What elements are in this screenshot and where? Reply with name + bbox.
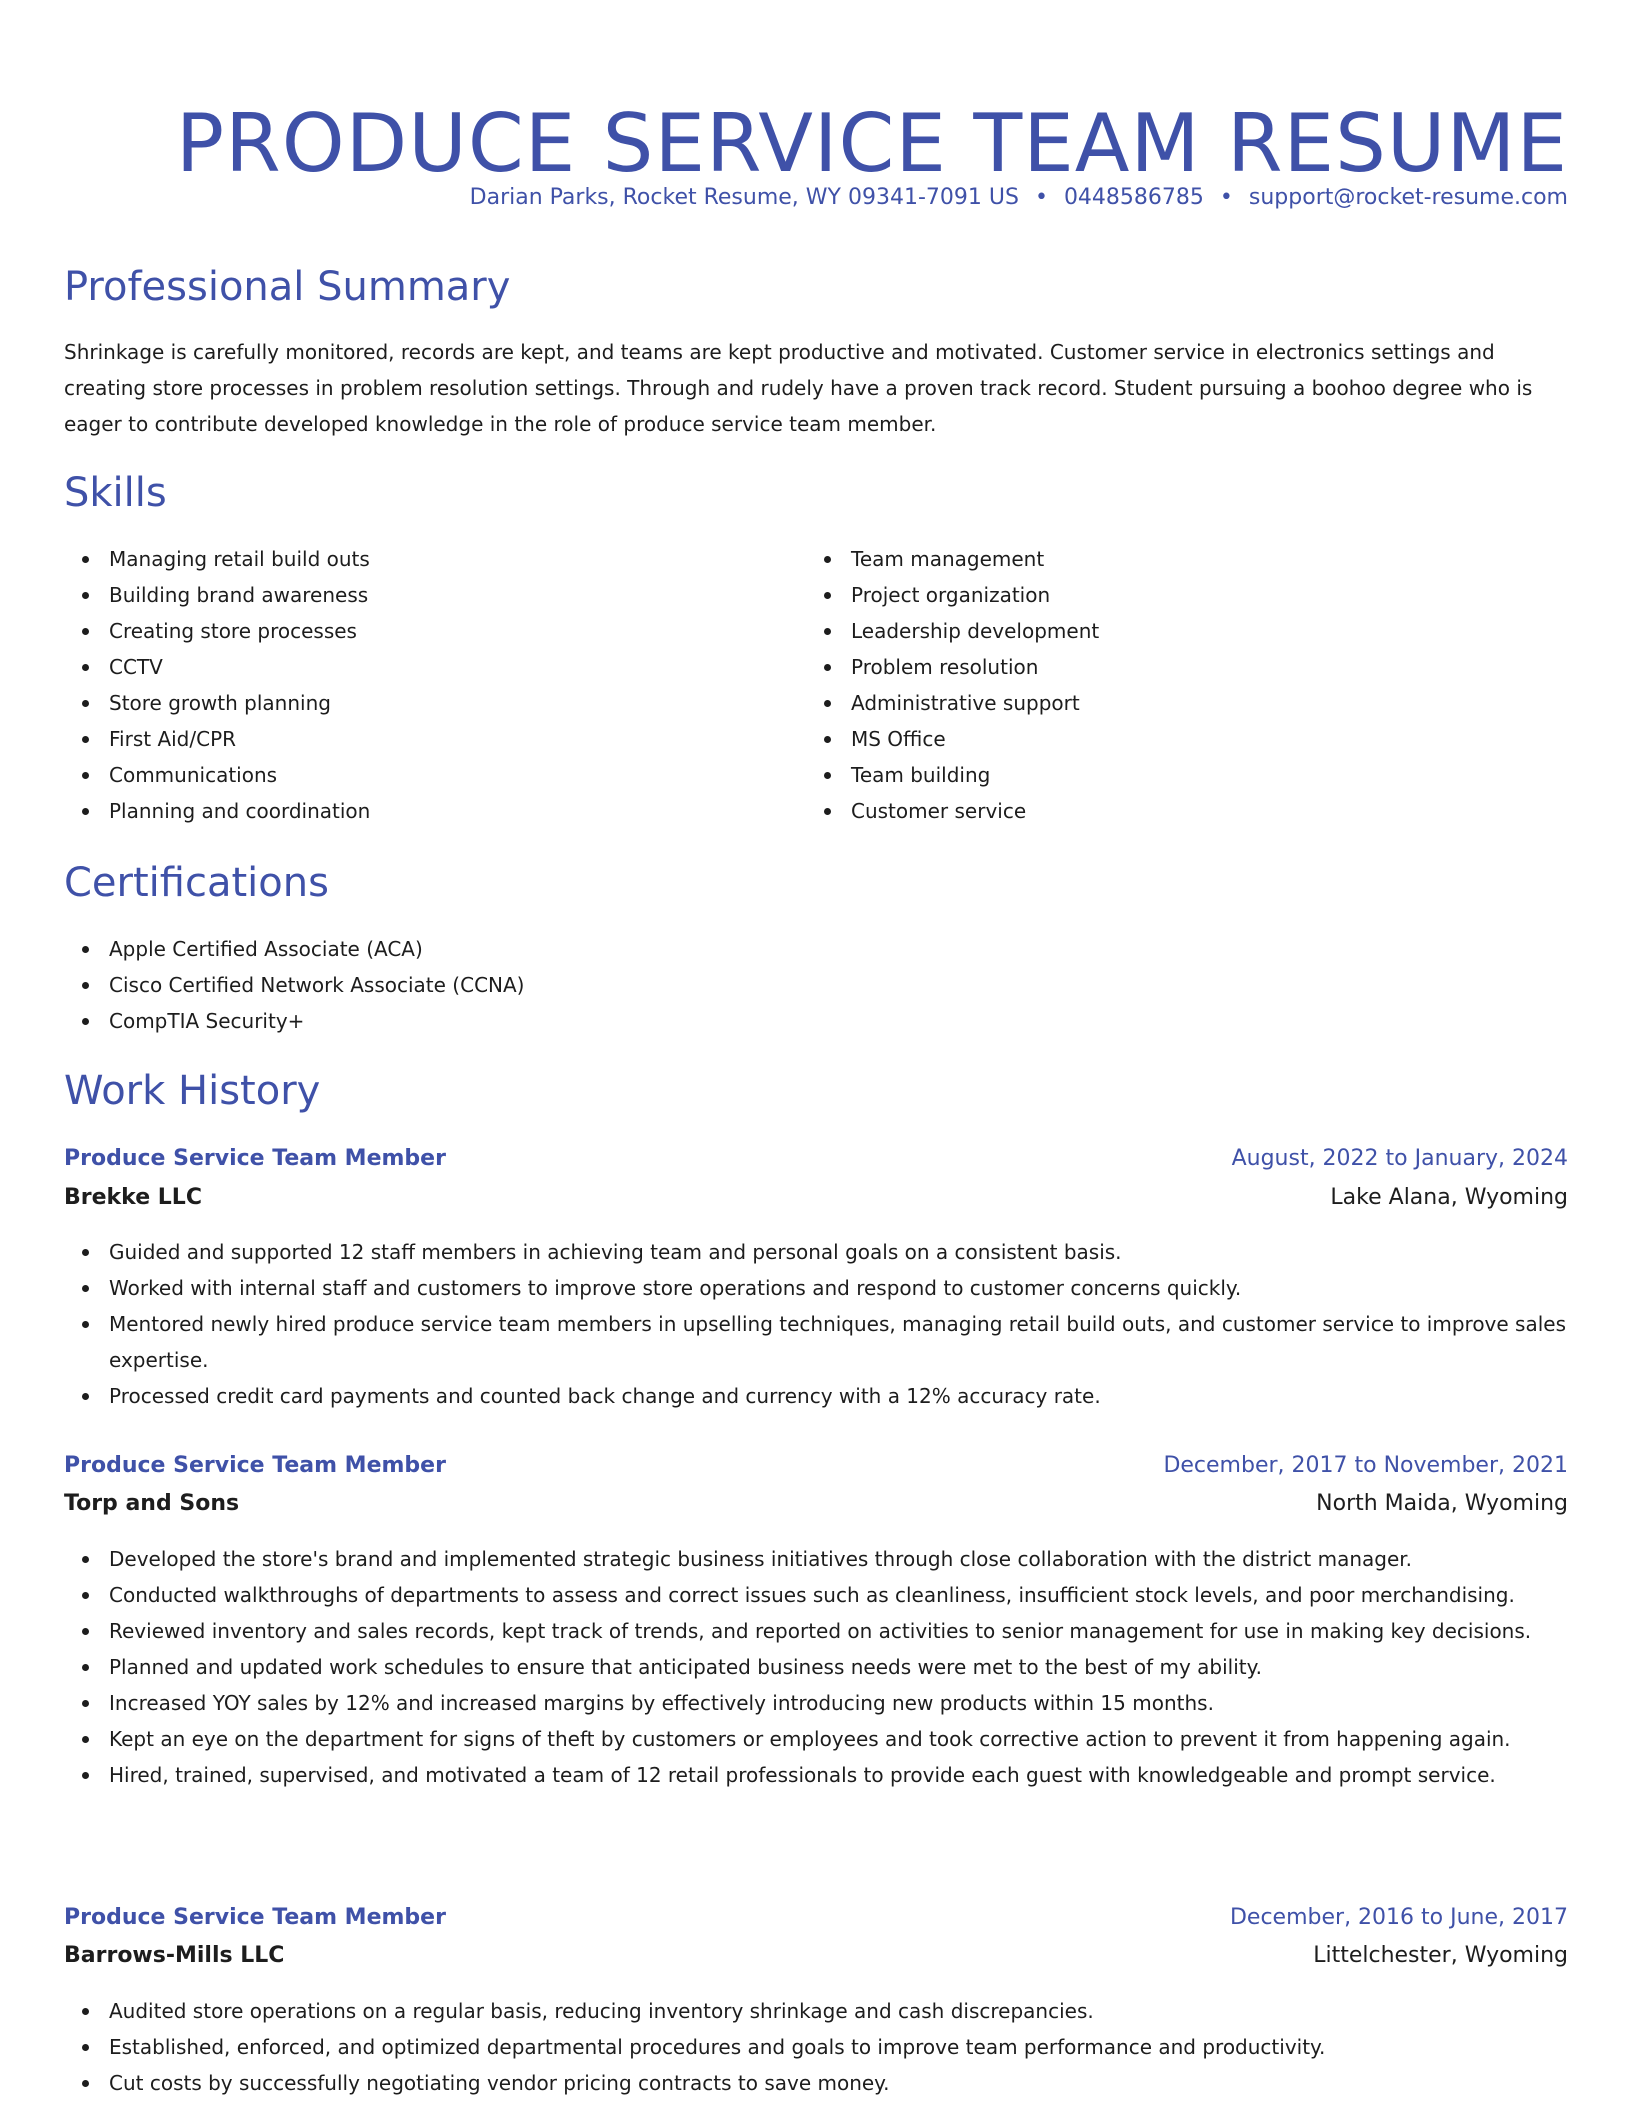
contact-email: support@rocket-resume.com [1248, 185, 1568, 210]
list-item: Creating store processes [64, 613, 764, 649]
job-bullets [64, 1541, 1568, 1793]
list-item: Reviewed inventory and sales records, kept track of trends, and reported on activities to senior management for use in making key decisions. [64, 1613, 1568, 1649]
list-item: Cisco Certified Network Associate (CCNA) [64, 967, 1064, 1003]
job-company: Brekke LLC [64, 1185, 202, 1210]
skills-list-left [64, 541, 764, 829]
job-title: Produce Service Team Member [64, 1146, 446, 1171]
skills-list-right [806, 541, 1506, 829]
list-item: Customer service [806, 793, 1506, 829]
work-history-heading: Work History [64, 1068, 321, 1114]
list-item: Store growth planning [64, 685, 764, 721]
job-location: Littelchester, Wyoming [1313, 1943, 1568, 1968]
contact-address: Darian Parks, Rocket Resume, WY 09341-7091 US [469, 185, 1019, 210]
list-item: Leadership development [806, 613, 1506, 649]
list-item: Project organization [806, 577, 1506, 613]
list-item: Increased YOY sales by 12% and increased margins by effectively introducing new products within 15 months. [64, 1685, 1568, 1721]
list-item: Administrative support [806, 685, 1506, 721]
job-dates: August, 2022 to January, 2024 [1231, 1146, 1568, 1171]
list-item: Communications [64, 757, 764, 793]
list-item: First Aid/CPR [64, 721, 764, 757]
list-item: Conducted walkthroughs of departments to assess and correct issues such as cleanliness, insufficient stock levels, and poor merchandising. [64, 1577, 1568, 1613]
list-item: Audited store operations on a regular basis, reducing inventory shrinkage and cash discrepancies. [64, 1993, 1568, 2029]
list-item: Worked with internal staff and customers to improve store operations and respond to customer concerns quickly. [64, 1270, 1568, 1306]
contact-separator: • [1219, 185, 1233, 210]
list-item: MS Office [806, 721, 1506, 757]
job-dates: December, 2016 to June, 2017 [1229, 1905, 1568, 1930]
list-item: Team building [806, 757, 1506, 793]
list-item: Developed the store's brand and implemented strategic business initiatives through close collaboration with the district manager. [64, 1541, 1568, 1577]
job-location: North Maida, Wyoming [1316, 1491, 1568, 1516]
list-item: Building brand awareness [64, 577, 764, 613]
summary-text: Shrinkage is carefully monitored, records are kept, and teams are kept productive and motivated. Customer service in electronics settings and creating store processes in problem resolution settings. Through and rudely have a proven track record. Student pursuing a boohoo degree who is eager to contribute developed knowledge in the role of produce service team member. [64, 340, 1533, 436]
list-item: CompTIA Security+ [64, 1003, 1064, 1039]
job-company: Torp and Sons [64, 1491, 240, 1516]
list-item: Managing retail build outs [64, 541, 764, 577]
job-title: Produce Service Team Member [64, 1905, 446, 1930]
list-item: Processed credit card payments and counted back change and currency with a 12% accuracy rate. [64, 1378, 1568, 1414]
list-item: Established, enforced, and optimized departmental procedures and goals to improve team performance and productivity. [64, 2029, 1568, 2065]
list-item: Apple Certified Associate (ACA) [64, 931, 1064, 967]
contact-separator: • [1034, 185, 1048, 210]
resume-title: PRODUCE SERVICE TEAM RESUME [175, 96, 1568, 190]
list-item: Problem resolution [806, 649, 1506, 685]
list-item: CCTV [64, 649, 764, 685]
list-item: Hired, trained, supervised, and motivated a team of 12 retail professionals to provide each guest with knowledgeable and prompt service. [64, 1757, 1568, 1793]
list-item: Guided and supported 12 staff members in achieving team and personal goals on a consistent basis. [64, 1234, 1568, 1270]
list-item: Planning and coordination [64, 793, 764, 829]
list-item: Cut costs by successfully negotiating vendor pricing contracts to save money. [64, 2065, 1568, 2101]
list-item: Mentored newly hired produce service team members in upselling techniques, managing retail build outs, and customer service to improve sales expertise. [64, 1306, 1568, 1378]
job-title: Produce Service Team Member [64, 1453, 446, 1478]
certifications-heading: Certifications [64, 860, 329, 906]
job-location: Lake Alana, Wyoming [1330, 1185, 1568, 1210]
job-bullets [64, 1234, 1568, 1414]
certifications-list [64, 931, 1064, 1039]
summary-heading: Professional Summary [64, 264, 511, 310]
list-item: Planned and updated work schedules to ensure that anticipated business needs were met to the best of my ability. [64, 1649, 1568, 1685]
skills-heading: Skills [64, 470, 167, 516]
resume-page [64, 0, 1568, 2112]
contact-phone: 0448586785 [1063, 185, 1204, 210]
list-item: Team management [806, 541, 1506, 577]
job-bullets [64, 1993, 1568, 2101]
contact-line [470, 183, 1568, 213]
job-company: Barrows-Mills LLC [64, 1943, 285, 1968]
job-dates: December, 2017 to November, 2021 [1163, 1453, 1568, 1478]
list-item: Kept an eye on the department for signs of theft by customers or employees and took corrective action to prevent it from happening again. [64, 1721, 1568, 1757]
